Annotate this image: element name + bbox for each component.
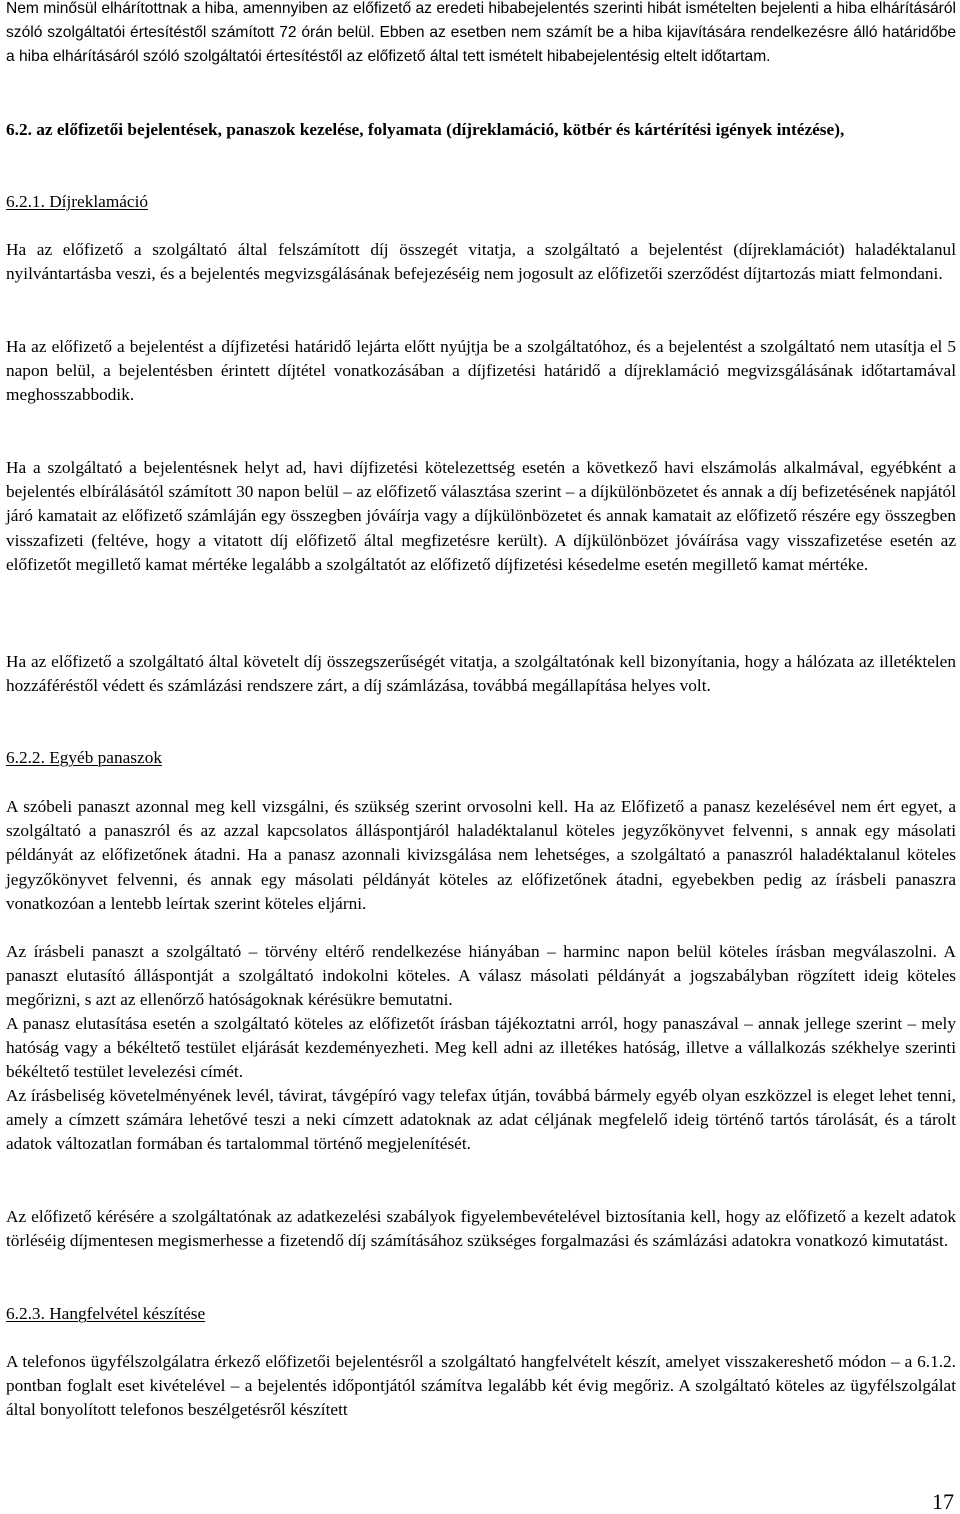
section-6-2-3-paragraph-1: A telefonos ügyfélszolgálatra érkező előfizetői bejelentésről a szolgáltató hangfelvételt készít, amelyet visszakereshető módon – a 6.1.2. pontban foglalt eset kivételével – a bejelentés időpontjától számítva legalább két évig megőriz. A szolgáltató köteles az ügyfélszolgálat által bonyolított telefonos beszélgetésről készített [6,1352,956,1420]
section-6-2-2-paragraph-1: A szóbeli panaszt azonnal meg kell vizsgálni, és szükség szerint orvosolni kell. Ha az Előfizető a panasz kezelésével nem ért egyet, a szolgáltató a panaszról és az azzal kapcsolatos álláspontjáról haladéktalanul köteles jegyzőkönyvet felvenni, s annak egy másolati példányát az előfizetőnek átadni. Ha a panasz azonnali kivizsgálása nem lehetséges, a szolgáltató a panaszról haladéktalanul köteles jegyzőkönyvet felvenni, és annak egy másolati példányát köteles az előfizetőnek átadni, egyebekben pedig az írásbeli panaszra vonatkozóan a lentebb leírtak szerint köteles eljárni. [6,797,956,913]
section-6-2-2-paragraph-3: A panasz elutasítása esetén a szolgáltató köteles az előfizetőt írásban tájékoztatni arról, hogy panaszával – annak jellege szerint – mely hatóság vagy a békéltető testület eljárását kezdeményezheti. Meg kell adni az illetékes hatóság, illetve a vállalkozás székhelye szerinti békéltető testület levelezési címét. [6,1014,956,1082]
continuation-paragraph: Nem minősül elhárítottnak a hiba, amennyiben az előfizető az eredeti hibabejelentés szerinti hibát ismételten bejelenti a hiba elhárításáról szóló szolgáltatói értesítéstől számított 72 órán belül. Ebben az esetben nem számít be a hiba kijavítására rendelkezésre álló határidőbe a hiba elhárításáról szóló szolgáltatói értesítéstől az előfizető által tett ismételt hibabejelentésig eltelt időtartam. [6,0,956,66]
section-6-2-3-heading [6,1302,956,1326]
section-6-2-1-heading-text: 6.2.1. Díjreklamáció [6,192,149,211]
section-6-2-1-paragraph-3: Ha a szolgáltató a bejelentésnek helyt ad, havi díjfizetési kötelezettség esetén a következő havi elszámolás alkalmával, egyébként a bejelentés elbírálásától számított 30 napon belül – az előfizető választása szerint – a díjkülönbözetet és annak a díj befizetésének napjától járó kamatait az előfizető számláján egy összegben jóváírja vagy a díjkülönbözetet és annak kamatait az előfizető részére egy összegben visszafizeti (feltéve, hogy a vitatott díj előfizető által megfizetésre került). A díjkülönbözet jóváírása vagy visszafizetése esetén az előfizetőt megillető kamat mértéke legalább a szolgáltatót az előfizető díjfizetési késedelme esetén megillető kamat mértéke. [6,458,956,574]
section-6-2-2-paragraph-4: Az írásbeliség követelményének levél, távirat, távgépíró vagy telefax útján, továbbá bármely egyéb olyan eszközzel is eleget lehet tenni, amely a címzett számára lehetővé teszi a neki címzett adatoknak az adat céljának megfelelő ideig történő tartós tárolását, és a tárolt adatok változatlan formában és tartalommal történő megjelenítését. [6,1086,956,1154]
section-6-2-1-paragraph-2: Ha az előfizető a bejelentést a díjfizetési határidő lejárta előtt nyújtja be a szolgáltatóhoz, és a bejelentést a szolgáltató nem utasítja el 5 napon belül, a bejelentésben érintett díjtétel vonatkozásában a díjfizetési határidő a díjreklamáció megvizsgálásának időtartamával meghosszabbodik. [6,337,956,405]
section-6-2-1-paragraph-1: Ha az előfizető a szolgáltató által felszámított díj összegét vitatja, a szolgáltató a bejelentést (díjreklamációt) haladéktalanul nyilvántartásba veszi, és a bejelentés megvizsgálásának befejezéséig nem jogosult az előfizetői szerződést díjtartozás miatt felmondani. [6,240,956,284]
section-6-2-2-heading-text: 6.2.2. Egyéb panaszok [6,748,162,767]
section-6-2-heading: 6.2. az előfizetői bejelentések, panaszok kezelése, folyamata (díjreklamáció, kötbér és kártérítési igények intézése), [6,120,845,139]
section-6-2-2-paragraph-2: Az írásbeli panaszt a szolgáltató – törvény eltérő rendelkezése hiányában – harminc napon belül köteles írásban megválaszolni. A panaszt elutasító álláspontját a szolgáltató indokolni köteles. A válasz másolati példányát a jogszabályban rögzített ideig köteles megőrizni, s azt az ellenőrző hatóságoknak kérésükre bemutatni. [6,942,956,1010]
section-6-2-2-paragraph-5: Az előfizető kérésére a szolgáltatónak az adatkezelési szabályok figyelembevételével biztosítania kell, hogy az előfizető a kezelt adatok törléséig díjmentesen megismerhesse a fizetendő díj számításához szükséges forgalmazási és számlázási adatokra vonatkozó kimutatást. [6,1207,956,1251]
section-6-2-1-paragraph-4: Ha az előfizető a szolgáltató által követelt díj összegszerűségét vitatja, a szolgáltatónak kell bizonyítania, hogy a hálózata az illetéktelen hozzáféréstől védett és számlázási rendszere zárt, a díj számlázása, továbbá megállapítása helyes volt. [6,652,956,696]
section-6-2-2-heading [6,746,956,770]
page-number: 17 [932,1489,954,1514]
section-6-2-3-heading-text: 6.2.3. Hangfelvétel készítése [6,1304,206,1323]
section-6-2-1-heading [6,190,956,214]
